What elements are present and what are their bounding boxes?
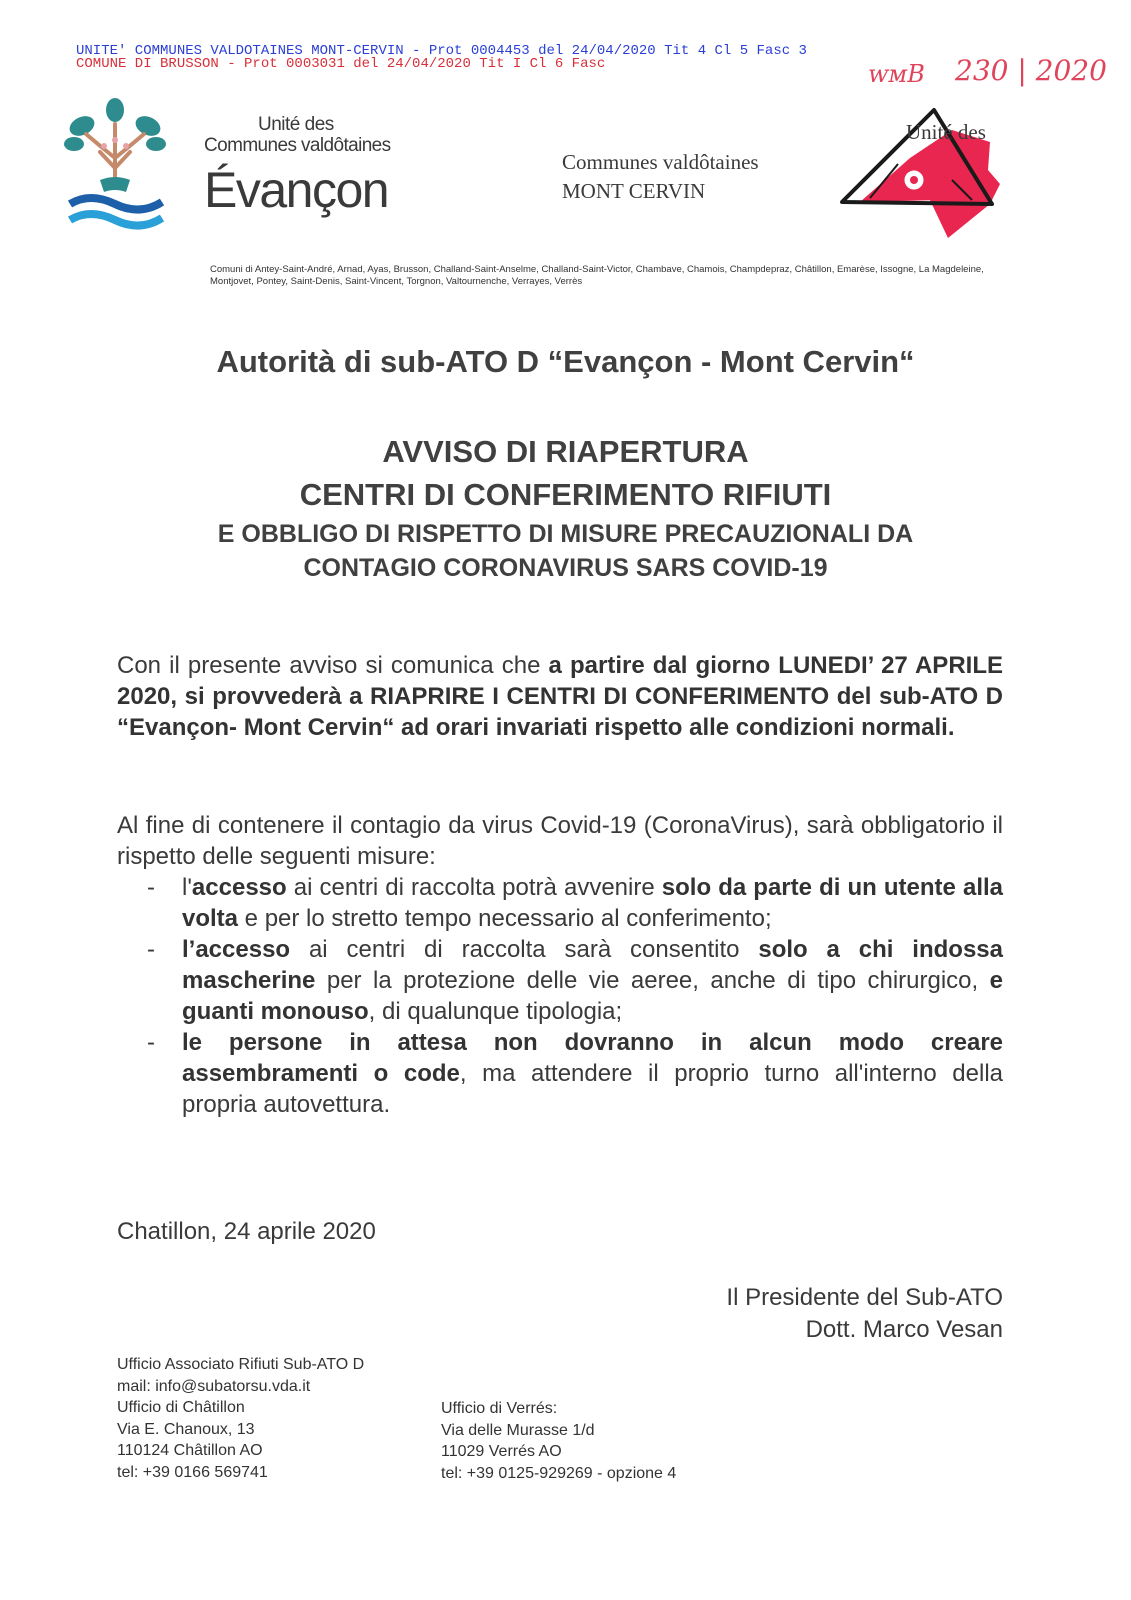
place-date: Chatillon, 24 aprile 2020 — [117, 1218, 376, 1245]
measure-text: ai centri di raccolta potrà avvenire — [286, 874, 662, 901]
protocol-stamp-brusson: COMUNE DI BRUSSON - Prot 0003031 del 24/04/2020 Tit I Cl 6 Fasc — [76, 56, 606, 72]
footer-office-verres — [441, 1398, 676, 1484]
evancon-logo-line2: Communes valdôtaines — [204, 135, 391, 156]
notice-heading-line3: E OBBLIGO DI RISPETTO DI MISURE PRECAUZIONALI DA — [217, 520, 914, 548]
notice-heading-line4: CONTAGIO CORONAVIRUS SARS COVID-19 — [303, 554, 828, 582]
handwritten-number: 230 | 2020 — [955, 54, 1107, 87]
handwritten-initials: ᴡᴍB — [868, 60, 925, 88]
measure-bold: solo da parte di un utente alla volta — [182, 874, 1004, 932]
measure-text: l' — [182, 874, 192, 901]
reopening-text-bold: a partire dal giorno LUNEDI’ 27 APRILE 2020, si provvederà a RIAPRIRE I CENTRI DI CONFERIMENTO del sub-ATO D “Evançon- Mont Cervin“ ad orari invariati rispetto alle condizioni normali. — [117, 652, 1003, 741]
footer-line: 110124 Châtillon AO — [117, 1442, 263, 1459]
footer-line: Ufficio Associato Rifiuti Sub-ATO D — [117, 1356, 365, 1373]
measure-text: e per lo stretto tempo necessario al conferimento; — [238, 905, 772, 932]
footer-phone: tel: +39 0166 569741 — [117, 1463, 268, 1481]
list-item — [117, 872, 1003, 934]
reopening-text: Con il presente avviso si comunica che — [117, 652, 549, 679]
measure-bold: le persone in attesa non dovranno in alcun modo creare assembramenti o code — [182, 1029, 1003, 1087]
measures-intro: Al fine di contenere il contagio da virus Covid-19 (CoronaVirus), sarà obbligatorio il rispetto delle seguenti misure: — [117, 812, 1003, 870]
mont-cervin-line2: MONT CERVIN — [562, 179, 706, 203]
measures-list — [117, 872, 1003, 1120]
mont-cervin-line1: Communes valdôtaines — [562, 150, 759, 174]
signature-name: Dott. Marco Vesan — [805, 1316, 1003, 1343]
measure-text: per la protezione delle vie aeree, anche di tipo chirurgico, — [315, 967, 990, 994]
signature-title: Il Presidente del Sub-ATO — [726, 1284, 1003, 1311]
footer-line: Via E. Chanoux, 13 — [117, 1420, 255, 1438]
list-item — [117, 934, 1003, 1027]
list-dash: - — [147, 936, 155, 963]
measure-bold: e guanti monouso — [182, 967, 1003, 1025]
evancon-logo-line1: Unité des — [258, 114, 334, 135]
evancon-logo-name: Évançon — [204, 162, 389, 218]
measure-text: , di qualunque tipologia; — [368, 998, 623, 1025]
notice-heading-line2: CENTRI DI CONFERIMENTO RIFIUTI — [299, 477, 832, 512]
list-item — [117, 1027, 1003, 1120]
footer-phone: tel: +39 0125-929269 - opzione 4 — [441, 1464, 677, 1482]
protocol-stamp-unite: UNITE' COMMUNES VALDOTAINES MONT-CERVIN - Prot 0004453 del 24/04/2020 Tit 4 Cl 5 Fasc 3 — [76, 43, 807, 59]
evancon-logo-icon — [60, 96, 170, 236]
measure-bold: l’accesso — [182, 936, 291, 963]
communes-list: Comuni di Antey-Saint-André, Arnad, Ayas, Brusson, Challand-Saint-Anselme, Challand-Saint-Victor, Chambave, Chamois, Champdepraz, Châtillon, Emarèse, Issogne, La Magdeleine, Montjovet, Pontey, Saint-Denis, Saint-Vincent, Torgnon, Valtournenche, Verrayes, Verrès — [210, 264, 984, 287]
notice-heading-line1: AVVISO DI RIAPERTURA — [382, 434, 749, 469]
list-dash: - — [147, 874, 155, 901]
footer-line: Ufficio di Verrés: — [441, 1400, 558, 1417]
measure-bold: accesso — [191, 874, 287, 901]
reopening-paragraph — [117, 650, 1003, 743]
footer-line: 11029 Verrés AO — [441, 1443, 562, 1460]
measure-text: , ma attendere il proprio turno all'interno della propria autovettura. — [182, 1060, 1003, 1118]
footer-line: Via delle Murasse 1/d — [441, 1421, 595, 1439]
measure-bold: solo a chi indossa mascherine — [182, 936, 1003, 994]
footer-line: Ufficio di Châtillon — [117, 1399, 245, 1416]
list-dash: - — [147, 1029, 155, 1056]
mont-cervin-graphic-text: Unité des — [906, 120, 986, 144]
authority-title: Autorità di sub-ATO D “Evançon - Mont Cervin“ — [216, 344, 915, 379]
footer-office-chatillon — [117, 1354, 364, 1483]
measure-text: ai centri di raccolta sarà consentito — [290, 936, 759, 963]
footer-email: mail: info@subatorsu.vda.it — [117, 1377, 311, 1395]
